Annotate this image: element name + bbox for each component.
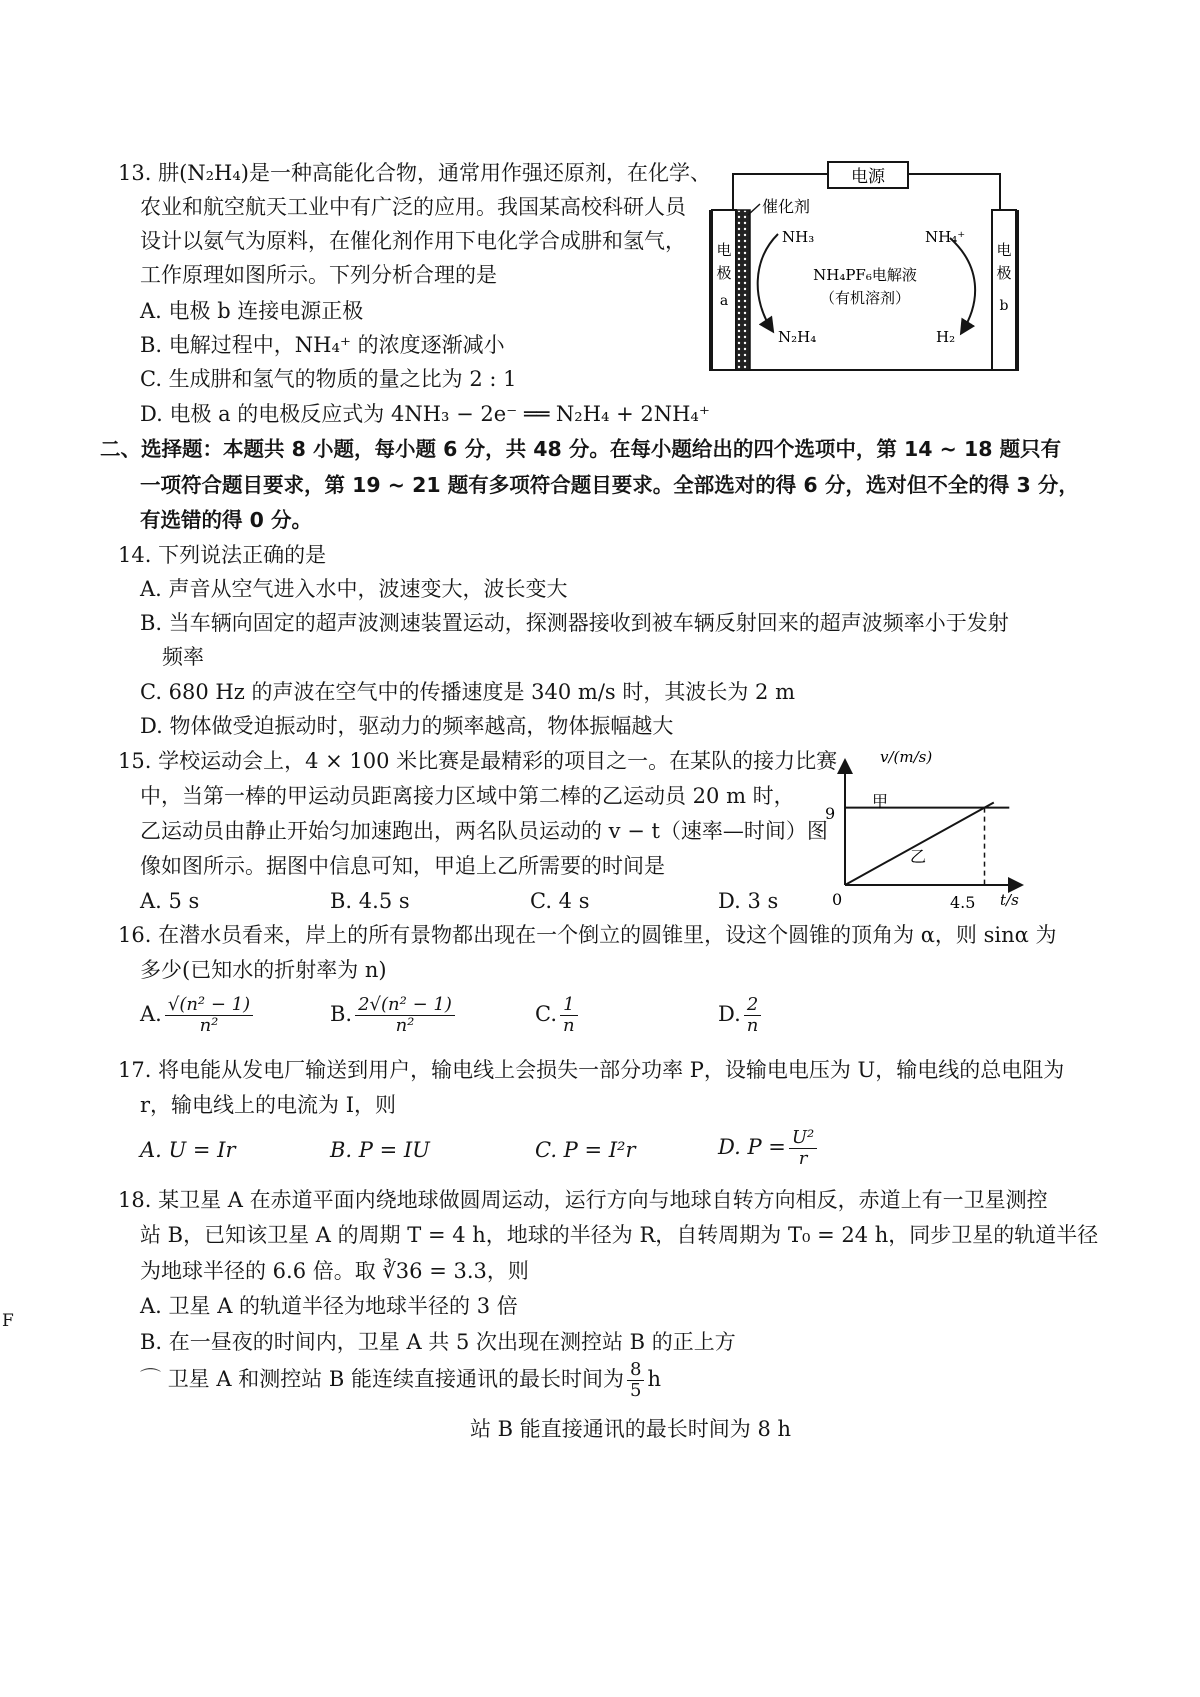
q16-option-a: A. $\frac{\text{√(n² − 1)}}{\text{n²}}$ (140, 995, 256, 1036)
electrolyte-label: NH₄PF₆电解液 (813, 266, 917, 284)
label-n2h4: N₂H₄ (778, 328, 817, 346)
electrode-b-char-1: 电 (996, 241, 1012, 259)
electrode-a-char-1: 电 (716, 241, 732, 259)
catalyst-label: 催化剂 (762, 197, 811, 216)
electrode-b-char-2: 极 (996, 264, 1012, 282)
q13-option-a: A. 电极 b 连接电源正极 (140, 299, 364, 323)
x-tick-4-5: 4.5 (950, 893, 976, 912)
vt-graph (820, 742, 1030, 912)
catalyst-layer (736, 210, 750, 370)
q16-stem-line-1: 16. 在潜水员看来，岸上的所有景物都出现在一个倒立的圆锥里，设这个圆锥的顶角为 α，则 sinα 为 (118, 923, 1057, 947)
series-line-yi (845, 802, 994, 885)
q15-option-b: B. 4.5 s (330, 889, 410, 913)
q17-option-c: C. P = I²r (535, 1138, 636, 1162)
q17-option-a: A. U = Ir (140, 1138, 236, 1162)
q18-option-a: A. 卫星 A 的轨道半径为地球半径的 3 倍 (140, 1294, 518, 1318)
electrode-a-char-3: a (719, 293, 729, 309)
origin-label: 0 (832, 890, 843, 909)
electrode-a-char-2: 极 (716, 264, 732, 282)
q17-option-b: B. P = IU (330, 1138, 430, 1162)
q14-stem: 14. 下列说法正确的是 (118, 543, 327, 567)
y-tick-9: 9 (825, 804, 836, 823)
q18-stem-line-1: 18. 某卫星 A 在赤道平面内绕地球做圆周运动，运行方向与地球自转方向相反，赤道上有一卫星测控 (118, 1188, 1048, 1212)
q16-option-b: B. $\frac{\text{2√(n² − 1)}}{\text{n²}}$ (330, 995, 458, 1036)
q18-option-b: B. 在一昼夜的时间内，卫星 A 共 5 次出现在测控站 B 的正上方 (140, 1330, 736, 1354)
q15-stem-line-4: 像如图所示。据图中信息可知，甲追上乙所需要的时间是 (140, 854, 665, 878)
margin-mark: F (2, 1311, 14, 1331)
q15-stem-line-1: 15. 学校运动会上，4 × 100 米比赛是最精彩的项目之一。在某队的接力比赛 (118, 749, 838, 773)
q13-stem-line-2: 农业和航空航天工业中有广泛的应用。我国某高校科研人员 (140, 195, 686, 219)
power-label: 电源 (851, 167, 885, 187)
q15-option-c: C. 4 s (530, 889, 590, 913)
q15-option-a: A. 5 s (140, 889, 200, 913)
q17-option-d: D. P = $\frac{\text{U²}}{r}$ (718, 1128, 820, 1169)
q15-stem-line-2: 中，当第一棒的甲运动员距离接力区域中第二棒的乙运动员 20 m 时， (140, 784, 795, 808)
q13-option-c: C. 生成肼和氢气的物质的量之比为 2 : 1 (140, 367, 517, 391)
q13-stem-line-3: 设计以氨气为原料，在催化剂作用下电化学合成肼和氢气， (140, 229, 686, 253)
q13-option-b: B. 电解过程中，NH₄⁺ 的浓度逐渐减小 (140, 333, 505, 357)
electrode-b (992, 210, 1016, 370)
q17-stem-line-1: 17. 将电能从发电厂输送到用户，输电线上会损失一部分功率 P，设输电电压为 U，输电线的总电阻为 (118, 1058, 1065, 1082)
series-label-yi: 乙 (910, 847, 927, 866)
label-nh3: NH₃ (782, 228, 815, 246)
solvent-label: （有机溶剂） (819, 289, 911, 307)
q14-option-d: D. 物体做受迫振动时，驱动力的频率越高，物体振幅越大 (140, 714, 674, 738)
q14-option-b: B. 当车辆向固定的超声波测速装置运动，探测器接收到被车辆反射回来的超声波频率小于发射 (140, 611, 1009, 635)
q16-option-c: C. $\frac{1}{n}$ (535, 995, 581, 1036)
y-axis-label: v/(m/s) (880, 748, 933, 766)
electrode-b-char-3: b (999, 298, 1009, 314)
label-nh4-plus: NH₄⁺ (925, 228, 966, 246)
arrow-right (950, 238, 975, 332)
q14-option-a: A. 声音从空气进入水中，波速变大，波长变大 (140, 577, 568, 601)
q13-stem-line-4: 工作原理如图所示。下列分析合理的是 (140, 263, 497, 287)
wire-right (908, 174, 1000, 210)
q17-stem-line-2: r，输电线上的电流为 I，则 (140, 1093, 397, 1117)
q18-option-c: ⌒ 卫星 A 和测控站 B 能连续直接通讯的最长时间为 $\frac{8}{5}$ h (140, 1359, 661, 1401)
arrow-left (758, 234, 778, 330)
q14-option-b-cont: 频率 (162, 645, 204, 669)
q16-stem-line-2: 多少(已知水的折射率为 n) (140, 958, 387, 982)
q18-stem-line-3: 为地球半径的 6.6 倍。取 ∛36 = 3.3，则 (140, 1259, 529, 1283)
electrode-a (712, 210, 736, 370)
label-h2: H₂ (936, 328, 956, 346)
section2-line-1: 二、选择题：本题共 8 小题，每小题 6 分，共 48 分。在每小题给出的四个选项中，第 14 ~ 18 题只有 (100, 437, 1062, 461)
q18-option-d-partial: 站 B 能直接通讯的最长时间为 8 h (470, 1417, 792, 1441)
electrolysis-diagram (700, 160, 1030, 385)
section2-line-3: 有选错的得 0 分。 (140, 508, 313, 532)
q13-option-d: D. 电极 a 的电极反应式为 4NH₃ − 2e⁻ ══ N₂H₄ + 2NH₄⁺ (140, 402, 710, 426)
q15-option-d: D. 3 s (718, 889, 779, 913)
series-label-jia: 甲 (872, 792, 889, 811)
q13-stem-line-1: 13. 肼(N₂H₄)是一种高能化合物，通常用作强还原剂，在化学、 (118, 161, 711, 185)
q16-option-d: D. $\frac{2}{n}$ (718, 995, 764, 1036)
q14-option-c: C. 680 Hz 的声波在空气中的传播速度是 340 m/s 时，其波长为 2 m (140, 680, 795, 704)
q18-stem-line-2: 站 B，已知该卫星 A 的周期 T = 4 h，地球的半径为 R，自转周期为 T₀ = 24 h，同步卫星的轨道半径 (140, 1223, 1099, 1247)
x-axis-label: t/s (1000, 891, 1019, 909)
q15-stem-line-3: 乙运动员由静止开始匀加速跑出，两名队员运动的 v − t（速率—时间）图 (140, 819, 828, 843)
section2-line-2: 一项符合题目要求，第 19 ~ 21 题有多项符合题目要求。全部选对的得 6 分，选对但不全的得 3 分， (140, 473, 1079, 497)
